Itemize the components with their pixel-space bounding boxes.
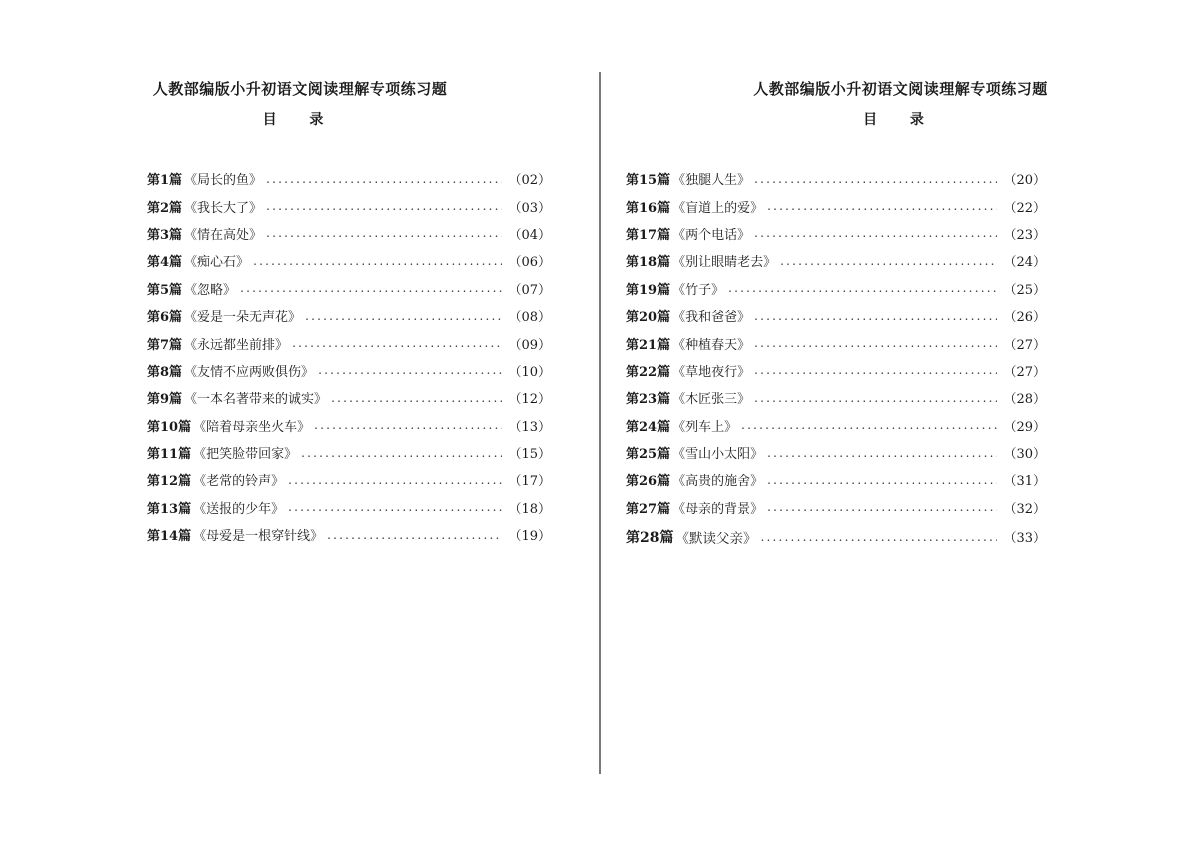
toc-entry xyxy=(626,439,1046,466)
entry-number: 第9篇 xyxy=(147,392,183,408)
dot-leader xyxy=(331,391,502,405)
entry-title: 《种植春天》 xyxy=(672,337,751,353)
entry-title: 《友情不应两败俱伤》 xyxy=(184,364,315,380)
toc-entry xyxy=(147,192,551,219)
entry-number: 第7篇 xyxy=(147,337,183,353)
dot-leader xyxy=(728,281,997,295)
dot-leader xyxy=(741,418,997,432)
entry-title: 《雪山小太阳》 xyxy=(672,447,764,463)
toc-entry xyxy=(147,165,551,192)
dot-leader xyxy=(288,473,502,487)
entry-page: （28） xyxy=(1003,392,1046,408)
entry-title: 《默读父亲》 xyxy=(675,530,757,547)
dot-leader xyxy=(760,530,997,544)
entry-title: 《永远都坐前排》 xyxy=(184,337,289,353)
entry-number: 第26篇 xyxy=(626,474,671,490)
entry-number: 第17篇 xyxy=(626,227,671,243)
entry-page: （12） xyxy=(508,392,551,408)
entry-page: （29） xyxy=(1003,419,1046,435)
dot-leader xyxy=(305,309,502,323)
entry-number: 第19篇 xyxy=(626,282,671,298)
entry-number: 第28篇 xyxy=(626,529,674,546)
entry-number: 第23篇 xyxy=(626,392,671,408)
dot-leader xyxy=(266,172,502,186)
entry-title: 《爱是一朵无声花》 xyxy=(184,310,302,326)
dot-leader xyxy=(240,281,502,295)
entry-title: 《忽略》 xyxy=(184,282,237,298)
entry-number: 第16篇 xyxy=(626,200,671,216)
entry-title: 《把笑脸带回家》 xyxy=(193,447,298,463)
entry-number: 第27篇 xyxy=(626,501,671,517)
toc-entry xyxy=(626,165,1046,192)
dot-leader xyxy=(767,199,997,213)
page-title: 人教部编版小升初语文阅读理解专项练习题 xyxy=(753,80,1048,98)
entry-number: 第24篇 xyxy=(626,419,671,435)
entry-number: 第5篇 xyxy=(147,282,183,298)
dot-leader xyxy=(754,172,997,186)
toc-entry xyxy=(626,466,1046,493)
dot-leader xyxy=(754,309,997,323)
dot-leader xyxy=(266,226,502,240)
toc-entry xyxy=(626,494,1046,521)
toc-entry xyxy=(626,247,1046,274)
entry-number: 第15篇 xyxy=(626,173,671,189)
entry-title: 《高贵的施舍》 xyxy=(672,474,764,490)
entry-page: （17） xyxy=(508,474,551,490)
dot-leader xyxy=(327,528,502,542)
entry-number: 第18篇 xyxy=(626,255,671,271)
entry-page: （31） xyxy=(1003,474,1046,490)
toc-heading: 目 录 xyxy=(863,112,938,128)
entry-page: （32） xyxy=(1003,501,1046,517)
toc-entry xyxy=(626,523,1046,550)
toc-heading: 目 录 xyxy=(262,112,338,128)
dot-leader xyxy=(301,446,502,460)
entry-page: （27） xyxy=(1003,337,1046,353)
toc-entry xyxy=(626,192,1046,219)
entry-title: 《竹子》 xyxy=(672,282,725,298)
toc-entry xyxy=(147,302,551,329)
dot-leader xyxy=(266,199,502,213)
entry-title: 《盲道上的爱》 xyxy=(672,200,764,216)
entry-page: （25） xyxy=(1003,282,1046,298)
entry-page: （10） xyxy=(508,364,551,380)
entry-title: 《情在高处》 xyxy=(184,227,263,243)
entry-page: （04） xyxy=(508,227,551,243)
entry-number: 第21篇 xyxy=(626,337,671,353)
page-title: 人教部编版小升初语文阅读理解专项练习题 xyxy=(152,80,448,98)
toc-entry xyxy=(147,247,551,274)
entry-page: （15） xyxy=(508,447,551,463)
entry-page: （30） xyxy=(1003,447,1046,463)
entry-page: （24） xyxy=(1003,255,1046,271)
entry-page: （19） xyxy=(508,529,551,545)
entry-number: 第8篇 xyxy=(147,364,183,380)
entry-page: （09） xyxy=(508,337,551,353)
entry-number: 第10篇 xyxy=(147,419,192,435)
entry-number: 第6篇 xyxy=(147,310,183,326)
entry-number: 第20篇 xyxy=(626,310,671,326)
toc-entry xyxy=(147,275,551,302)
dot-leader xyxy=(288,500,502,514)
entry-title: 《陪着母亲坐火车》 xyxy=(193,419,311,435)
entry-title: 《母亲的背景》 xyxy=(672,501,764,517)
entry-title: 《两个电话》 xyxy=(672,227,751,243)
toc-entry xyxy=(147,220,551,247)
toc-entry xyxy=(626,357,1046,384)
entry-title: 《一本名著带来的诚实》 xyxy=(184,392,328,408)
entry-page: （06） xyxy=(508,255,551,271)
toc-entry xyxy=(626,384,1046,411)
entry-page: （22） xyxy=(1003,200,1046,216)
entry-number: 第3篇 xyxy=(147,227,183,243)
entry-title: 《局长的鱼》 xyxy=(184,173,263,189)
entry-number: 第2篇 xyxy=(147,200,183,216)
entry-title: 《草地夜行》 xyxy=(672,364,751,380)
entry-number: 第25篇 xyxy=(626,447,671,463)
dot-leader xyxy=(318,363,502,377)
toc-entry xyxy=(626,275,1046,302)
entry-page: （23） xyxy=(1003,227,1046,243)
toc-entry xyxy=(147,412,551,439)
toc-entry xyxy=(626,220,1046,247)
toc-entry xyxy=(147,521,551,548)
entry-page: （20） xyxy=(1003,173,1046,189)
right-page xyxy=(601,0,1200,849)
entry-title: 《我长大了》 xyxy=(184,200,263,216)
dot-leader xyxy=(754,336,997,350)
toc-list xyxy=(147,165,551,548)
dot-leader xyxy=(292,336,502,350)
toc-entry xyxy=(147,384,551,411)
entry-page: （02） xyxy=(508,173,551,189)
dot-leader xyxy=(754,226,997,240)
entry-number: 第22篇 xyxy=(626,364,671,380)
entry-number: 第12篇 xyxy=(147,474,192,490)
toc-entry xyxy=(626,329,1046,356)
entry-title: 《独腿人生》 xyxy=(672,173,751,189)
toc-entry xyxy=(626,302,1046,329)
dot-leader xyxy=(314,418,502,432)
dot-leader xyxy=(754,363,997,377)
entry-page: （13） xyxy=(508,419,551,435)
toc-entry xyxy=(147,466,551,493)
entry-page: （33） xyxy=(1003,531,1046,547)
entry-page: （26） xyxy=(1003,310,1046,326)
entry-title: 《老常的铃声》 xyxy=(193,474,285,490)
toc-list xyxy=(626,165,1046,550)
toc-entry xyxy=(147,439,551,466)
toc-entry xyxy=(626,412,1046,439)
entry-title: 《痴心石》 xyxy=(184,255,250,271)
dot-leader xyxy=(767,473,997,487)
entry-title: 《列车上》 xyxy=(672,419,738,435)
entry-number: 第11篇 xyxy=(147,447,192,463)
entry-number: 第4篇 xyxy=(147,255,183,271)
dot-leader xyxy=(780,254,997,268)
entry-title: 《送报的少年》 xyxy=(193,501,285,517)
toc-entry xyxy=(147,494,551,521)
entry-number: 第1篇 xyxy=(147,173,183,189)
toc-entry xyxy=(147,329,551,356)
entry-title: 《木匠张三》 xyxy=(672,392,751,408)
entry-page: （27） xyxy=(1003,364,1046,380)
entry-title: 《我和爸爸》 xyxy=(672,310,751,326)
entry-page: （08） xyxy=(508,310,551,326)
entry-number: 第13篇 xyxy=(147,501,192,517)
toc-entry xyxy=(147,357,551,384)
entry-number: 第14篇 xyxy=(147,529,192,545)
entry-title: 《母爱是一根穿针线》 xyxy=(193,529,324,545)
dot-leader xyxy=(754,391,997,405)
entry-page: （07） xyxy=(508,282,551,298)
dot-leader xyxy=(767,446,997,460)
dot-leader xyxy=(767,500,997,514)
entry-title: 《别让眼睛老去》 xyxy=(672,255,777,271)
entry-page: （18） xyxy=(508,501,551,517)
dot-leader xyxy=(253,254,502,268)
entry-page: （03） xyxy=(508,200,551,216)
